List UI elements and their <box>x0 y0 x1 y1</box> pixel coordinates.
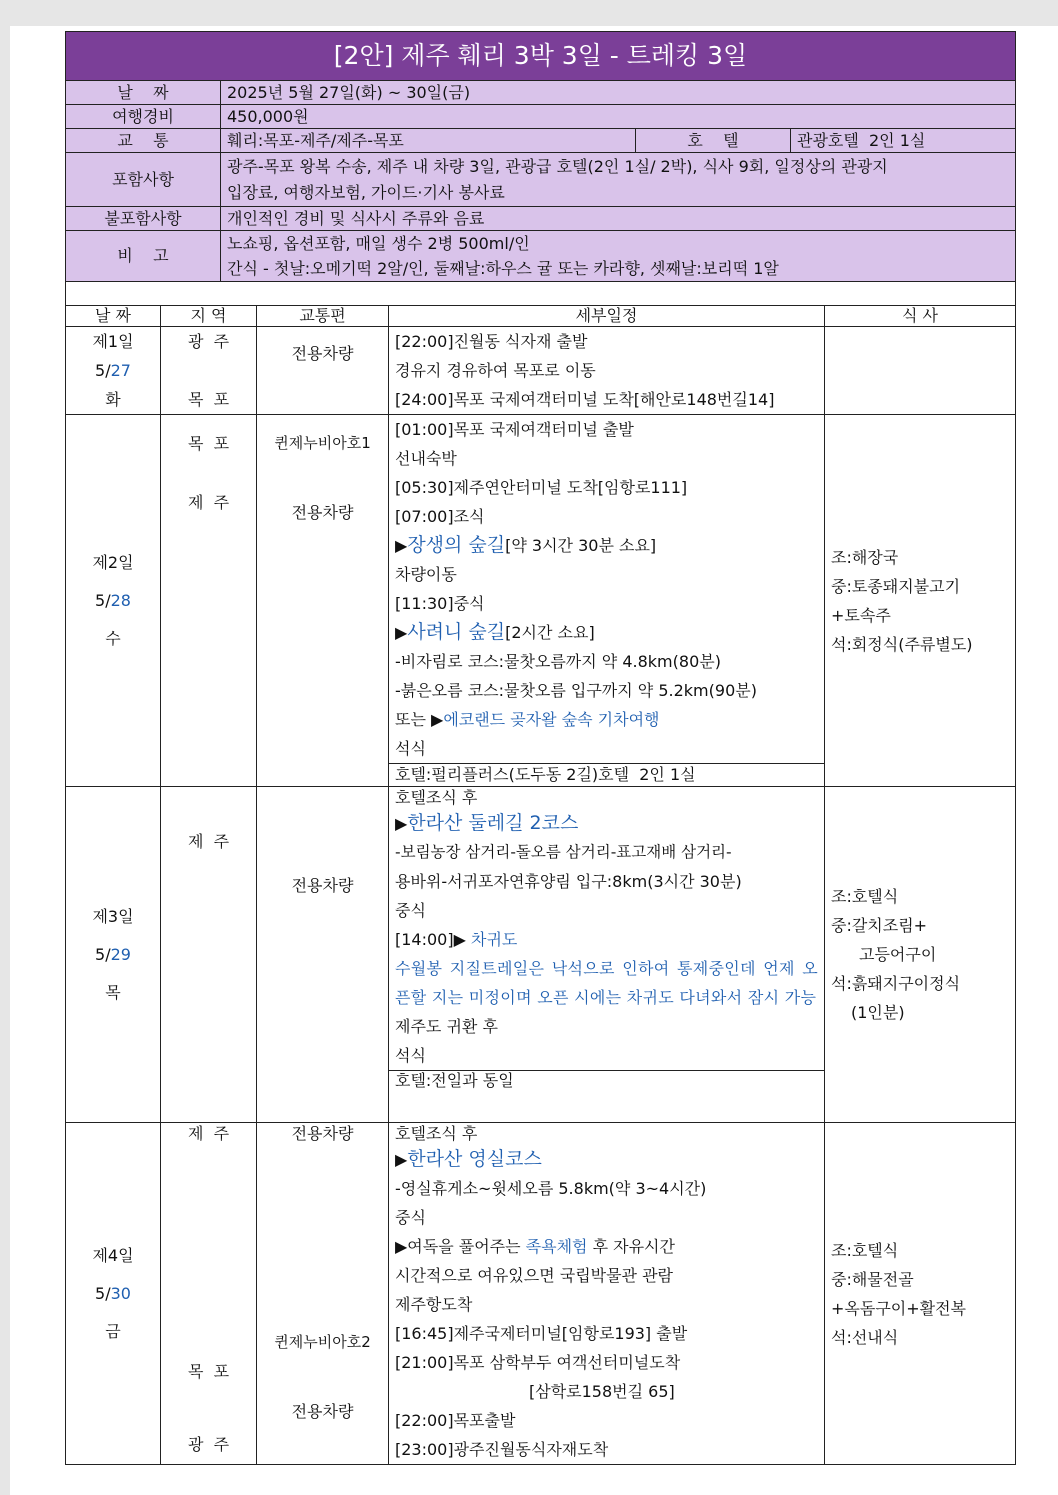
detail-line: 시간적으로 여유있으면 국립박물관 관람 <box>395 1266 674 1285</box>
meal-item: 석:흙돼지구이정식 <box>831 974 961 993</box>
detail-line: 용바위-서귀포자연휴양림 입구:8km(3시간 30분) <box>395 872 742 891</box>
transport-cell <box>257 1123 389 1465</box>
transport-item: 퀸제누비아호2 <box>274 1333 371 1351</box>
meal-cell <box>825 787 1016 1123</box>
date-day: 30 <box>110 1283 131 1303</box>
day-weekday: 수 <box>105 628 121 648</box>
highlight-spot: 장생의 숲길 <box>407 534 506 556</box>
header-region: 지 역 <box>161 306 257 327</box>
hotel-label: 호 텔 <box>636 129 791 153</box>
note-value <box>221 231 1016 282</box>
region-cell <box>161 787 257 1123</box>
excluded-value: 개인적인 경비 및 식사시 주류와 음료 <box>221 207 1016 231</box>
region-item: 광 주 <box>187 1435 230 1454</box>
highlight-spot: 한라산 둘레길 2코스 <box>407 812 579 834</box>
date-day: 27 <box>110 361 131 380</box>
detail-line: 차량이동 <box>395 565 457 584</box>
detail-line: -보림농장 삼거리-돌오름 삼거리-표고재배 삼거리- <box>395 843 732 861</box>
detail-line: [21:00]목포 삼학부두 여객선터미널도착 <box>395 1353 681 1372</box>
detail-line: -비자림로 코스:물찻오름까지 약 4.8km(80분) <box>395 652 721 671</box>
header-detail: 세부일정 <box>389 306 825 327</box>
excluded-label: 불포함사항 <box>66 207 221 231</box>
hotel-line: 호텔:펄리플러스(도두동 2길)호텔 2인 1실 <box>389 763 824 786</box>
day-row-2 <box>66 415 1016 787</box>
page-title: [2안] 제주 훼리 3박 3일 - 트레킹 3일 <box>66 32 1016 81</box>
meal-item: +토속주 <box>831 605 891 625</box>
highlight-spot: 사려니 숲길 <box>407 621 506 643</box>
transport-value: 훼리:목포-제주/제주-목포 <box>221 129 636 153</box>
itinerary-document <box>65 31 1015 1465</box>
region-item: 제 주 <box>187 493 230 512</box>
hotel-value: 관광호텔 2인 1실 <box>791 129 1016 153</box>
date-value: 2025년 5월 27일(화) ~ 30일(금) <box>221 81 1016 105</box>
detail-note: [약 3시간 30분 소요] <box>505 536 657 555</box>
meal-item: 중:해물전골 <box>831 1269 914 1289</box>
date-day: 28 <box>110 590 131 610</box>
detail-note: [2시간 소요] <box>505 623 595 642</box>
day-cell <box>66 415 161 787</box>
detail-line <box>395 925 818 954</box>
meal-item: 석:회정식(주류별도) <box>831 634 973 654</box>
region-cell <box>161 327 257 415</box>
transport-item: 전용차량 <box>291 344 354 363</box>
region-item: 목 포 <box>187 434 230 453</box>
header-transport: 교통편 <box>257 306 389 327</box>
region-item: 목 포 <box>187 390 230 409</box>
cost-value: 450,000원 <box>221 105 1016 129</box>
detail-line: [05:30]제주연안터미널 도착[임항로111] <box>395 478 688 497</box>
date-prefix: 5/ <box>95 361 111 380</box>
meal-item: +옥돔구이+활전복 <box>831 1298 967 1318</box>
highlight-spot: 차귀도 <box>470 930 518 949</box>
note-line-2: 간식 - 첫날:오메기떡 2알/인, 둘째날:하우스 귤 또는 카라향, 셋째날:보리떡 1알 <box>227 259 779 278</box>
region-item: 광 주 <box>187 332 230 351</box>
detail-line <box>395 705 818 734</box>
meal-item: 조:호텔식 <box>831 1240 899 1260</box>
meal-item: 중:갈치조림+ <box>831 916 928 935</box>
schedule-table <box>65 305 1016 1465</box>
detail-line: 호텔조식 후 <box>395 1124 478 1143</box>
included-line-1: 광주-목포 왕복 수송, 제주 내 차량 3일, 관광급 호텔(2인 1실/ 2박), 식사 9회, 일정상의 관광지 <box>227 156 888 176</box>
detail-prefix: [14:00]▶ <box>395 930 471 949</box>
transport-cell <box>257 327 389 415</box>
region-item: 제 주 <box>187 1124 230 1143</box>
day-number: 제4일 <box>92 1245 134 1265</box>
detail-line: 제주도 귀환 후 <box>395 1017 498 1036</box>
transport-item: 전용차량 <box>291 876 354 895</box>
note-line-1: 노쇼핑, 옵션포함, 매일 생수 2병 500ml/인 <box>227 234 530 253</box>
detail-line: ▶장생의 숲길[약 3시간 30분 소요] <box>395 534 657 556</box>
detail-line: [23:00]광주진월동식자재도착 <box>395 1440 609 1459</box>
detail-prefix: ▶여독을 풀어주는 <box>395 1237 526 1256</box>
day-weekday: 목 <box>105 982 121 1002</box>
date-prefix: 5/ <box>95 944 111 964</box>
meal-item: 조:호텔식 <box>831 887 899 906</box>
day-row-1 <box>66 327 1016 415</box>
header-date: 날 짜 <box>66 306 161 327</box>
detail-line: [삼학로158번길 65] <box>529 1382 675 1401</box>
header-meal: 식 사 <box>825 306 1016 327</box>
transport-item: 전용차량 <box>291 1402 354 1421</box>
detail-line: ▶한라산 영실코스 <box>395 1148 542 1170</box>
day-cell <box>66 327 161 415</box>
detail-line: 중식 <box>395 901 426 920</box>
day-number: 제1일 <box>92 332 134 351</box>
detail-line: ▶한라산 둘레길 2코스 <box>395 812 579 834</box>
detail-line: [22:00]목포출발 <box>395 1411 516 1430</box>
highlight-spot: 족욕체험 <box>525 1237 588 1256</box>
detail-line: [22:00]진월동 식자재 출발 <box>395 332 588 351</box>
detail-cell <box>389 327 825 415</box>
date-prefix: 5/ <box>95 1283 111 1303</box>
detail-line: -붉은오름 코스:물찻오름 입구까지 약 5.2km(90분) <box>395 681 757 700</box>
day-date <box>72 356 154 385</box>
detail-line: [07:00]조식 <box>395 507 485 526</box>
detail-line: [11:30]중식 <box>395 594 485 613</box>
summary-table <box>65 31 1016 306</box>
day-date <box>72 936 154 974</box>
detail-line: 석식 <box>395 739 426 758</box>
detail-line: 선내숙박 <box>395 449 457 468</box>
transport-label: 교 통 <box>66 129 221 153</box>
detail-line: 제주항도착 <box>395 1295 473 1314</box>
highlight-spot: 한라산 영실코스 <box>407 1148 542 1170</box>
transport-item: 전용차량 <box>291 503 354 522</box>
meal-cell <box>825 415 1016 787</box>
detail-cell <box>389 415 825 787</box>
detail-line: [16:45]제주국제터미널[임항로193] 출발 <box>395 1324 688 1343</box>
detail-line <box>395 1232 818 1261</box>
meal-item: 석:선내식 <box>831 1327 899 1347</box>
transport-cell <box>257 787 389 1123</box>
cost-label: 여행경비 <box>66 105 221 129</box>
day-number: 제2일 <box>92 552 134 572</box>
highlight-spot: 에코랜드 곶자왈 숲속 기차여행 <box>443 710 660 729</box>
detail-prefix: 또는 ▶ <box>395 710 444 729</box>
included-label: 포함사항 <box>66 153 221 207</box>
transport-item: 전용차량 <box>291 1124 354 1143</box>
detail-line: [01:00]목포 국제여객터미널 출발 <box>395 420 634 439</box>
detail-line: 경유지 경유하여 목포로 이동 <box>395 361 596 380</box>
detail-notice: 수월봉 지질트레일은 낙석으로 인하여 통제중인데 언제 오픈할 지는 미정이며 오픈 시에는 차귀도 다녀와서 잠시 가능 <box>395 959 818 1007</box>
date-day: 29 <box>110 944 131 964</box>
detail-line: 호텔조식 후 <box>395 788 478 807</box>
region-item: 목 포 <box>187 1362 230 1381</box>
day-date <box>72 582 154 620</box>
day-date <box>72 1275 154 1313</box>
day-weekday: 화 <box>105 390 121 409</box>
region-cell <box>161 1123 257 1465</box>
date-label: 날 짜 <box>66 81 221 105</box>
day-row-3 <box>66 787 1016 1123</box>
detail-suffix: 후 자유시간 <box>587 1237 675 1256</box>
day-cell <box>66 787 161 1123</box>
day-weekday: 금 <box>105 1321 121 1341</box>
date-prefix: 5/ <box>95 590 111 610</box>
region-cell <box>161 415 257 787</box>
day-number: 제3일 <box>92 906 134 926</box>
meal-item: 고등어구이 <box>859 945 937 964</box>
note-label: 비 고 <box>66 231 221 282</box>
detail-line: 중식 <box>395 1208 426 1227</box>
detail-cell <box>389 1123 825 1465</box>
region-item: 제 주 <box>187 832 230 851</box>
detail-line: 석식 <box>395 1046 426 1065</box>
day-cell <box>66 1123 161 1465</box>
hotel-line: 호텔:전일과 동일 <box>389 1070 824 1091</box>
meal-cell <box>825 1123 1016 1465</box>
included-value <box>221 153 1016 207</box>
detail-line: ▶사려니 숲길[2시간 소요] <box>395 621 595 643</box>
spacer-row <box>66 282 1016 306</box>
transport-cell <box>257 415 389 787</box>
meal-item: 중:토종돼지불고기 <box>831 576 961 596</box>
transport-item: 퀸제누비아호1 <box>274 434 371 452</box>
detail-line: -영실휴게소~윗세오름 5.8km(약 3~4시간) <box>395 1179 707 1198</box>
meal-cell <box>825 327 1016 415</box>
meal-item: 조:해장국 <box>831 547 899 567</box>
day-row-4 <box>66 1123 1016 1465</box>
meal-item: (1인분) <box>851 1003 905 1022</box>
detail-cell <box>389 787 825 1123</box>
document-sheet <box>10 26 1058 1495</box>
included-line-2: 입장료, 여행자보험, 가이드·기사 봉사료 <box>227 182 505 202</box>
detail-line: [24:00]목포 국제여객터미널 도착[해안로148번길14] <box>395 390 775 409</box>
